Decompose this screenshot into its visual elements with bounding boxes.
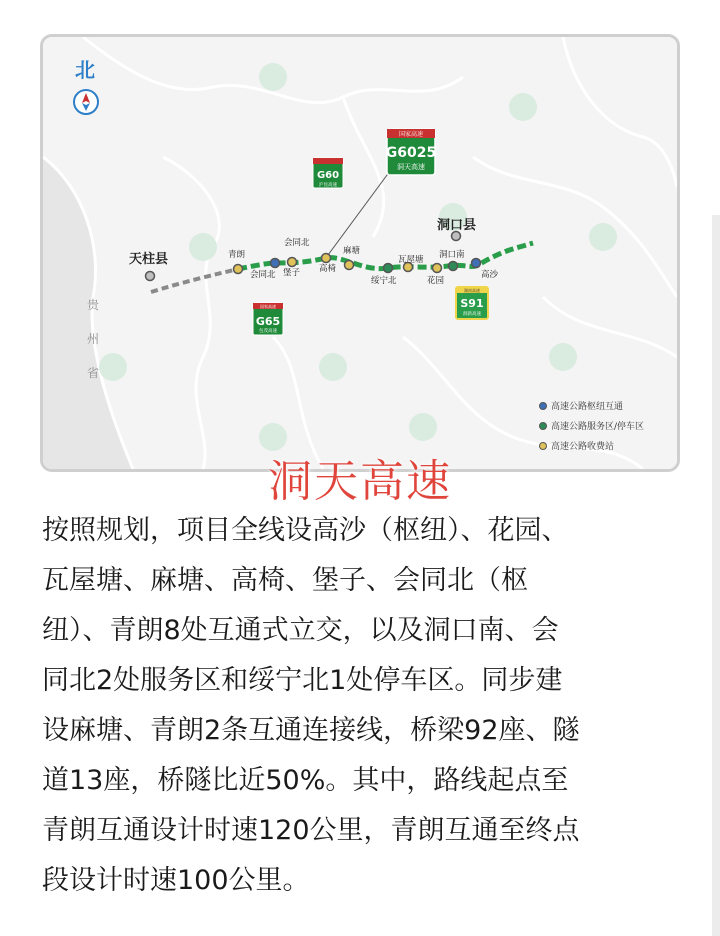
svg-text:州: 州 bbox=[87, 332, 100, 346]
svg-text:包茂高速: 包茂高速 bbox=[259, 329, 277, 334]
svg-text:贵: 贵 bbox=[87, 298, 100, 312]
legend-service-icon bbox=[540, 423, 547, 430]
node-suiningbei bbox=[384, 264, 393, 273]
legend-toll: 高速公路收费站 bbox=[551, 442, 615, 452]
paragraph-line: 青朗互通设计时速120公里，青朗互通至终点 bbox=[42, 815, 580, 846]
node-huitongbei bbox=[271, 259, 280, 268]
svg-text:湖南高速: 湖南高速 bbox=[464, 288, 480, 293]
label-gaosha: 高沙 bbox=[481, 270, 499, 280]
map-canvas bbox=[43, 37, 677, 469]
node-baozi bbox=[288, 258, 297, 267]
svg-text:G6025: G6025 bbox=[385, 145, 437, 161]
shield-g65 bbox=[253, 303, 283, 335]
label-dongkounan: 洞口南 bbox=[439, 250, 465, 260]
label-tianzhu: 天柱县 bbox=[129, 252, 169, 267]
paragraph-line: 同北2处服务区和绥宁北1处停车区。同步建 bbox=[42, 665, 563, 696]
paragraph-line: 纽）、青朗8处互通式立交，以及洞口南、会 bbox=[42, 615, 559, 646]
scroll-edge bbox=[712, 215, 720, 936]
paragraph-line: 瓦屋塘、麻塘、高椅、堡子、会同北（枢 bbox=[42, 565, 528, 596]
label-gaoyi: 高椅 bbox=[319, 264, 337, 274]
legend-hub-icon bbox=[540, 403, 547, 410]
label-huitongbei-b: 会同北 bbox=[250, 270, 276, 280]
paragraph-line: 道13座，桥隧比近50%。其中，路线起点至 bbox=[42, 765, 569, 796]
shield-g60 bbox=[313, 158, 343, 188]
label-qinglang: 青朗 bbox=[228, 250, 246, 260]
svg-text:国家高速: 国家高速 bbox=[398, 131, 424, 138]
label-dongkou: 洞口县 bbox=[437, 218, 477, 233]
node-qinglang bbox=[234, 265, 243, 274]
svg-text:G60: G60 bbox=[316, 170, 340, 181]
shield-g6025 bbox=[386, 129, 436, 175]
node-tianzhu bbox=[146, 272, 155, 281]
svg-text:G65: G65 bbox=[255, 315, 281, 328]
node-gaosha bbox=[472, 259, 481, 268]
svg-text:国家高速: 国家高速 bbox=[260, 304, 276, 309]
label-matang: 麻塘 bbox=[343, 246, 361, 256]
shield-s91 bbox=[456, 287, 488, 319]
node-huayuan bbox=[433, 264, 442, 273]
label-wawutang: 瓦屋塘 bbox=[398, 255, 424, 265]
map-caption: 洞天高速 bbox=[268, 456, 452, 507]
north-label: 北 bbox=[75, 58, 95, 82]
route-map bbox=[40, 34, 680, 472]
svg-text:沪昆高速: 沪昆高速 bbox=[319, 183, 337, 188]
node-dongkounan bbox=[449, 262, 458, 271]
paragraph-line: 段设计时速100公里。 bbox=[42, 865, 310, 896]
label-guizhou bbox=[87, 297, 100, 380]
node-gaoyi bbox=[322, 254, 331, 263]
paragraph-line: 设麻塘、青朗2条互通连接线，桥梁92座、隧 bbox=[42, 715, 580, 746]
legend-toll-icon bbox=[540, 443, 547, 450]
paragraph-line: 按照规划，项目全线设高沙（枢纽）、花园、 bbox=[42, 515, 569, 546]
svg-text:省: 省 bbox=[87, 366, 100, 380]
label-huitongbei-a: 会同北 bbox=[284, 238, 310, 248]
legend-hub: 高速公路枢纽互通 bbox=[551, 402, 624, 412]
article-paragraph bbox=[42, 506, 682, 906]
svg-text:洞新高速: 洞新高速 bbox=[463, 312, 481, 317]
legend-service: 高速公路服务区/停车区 bbox=[551, 422, 645, 432]
svg-text:洞天高速: 洞天高速 bbox=[397, 163, 425, 171]
node-matang bbox=[345, 261, 354, 270]
label-huayuan: 花园 bbox=[427, 276, 445, 286]
label-suiningbei: 绥宁北 bbox=[371, 276, 397, 286]
svg-text:S91: S91 bbox=[460, 297, 484, 310]
label-baozi: 堡子 bbox=[283, 268, 301, 278]
